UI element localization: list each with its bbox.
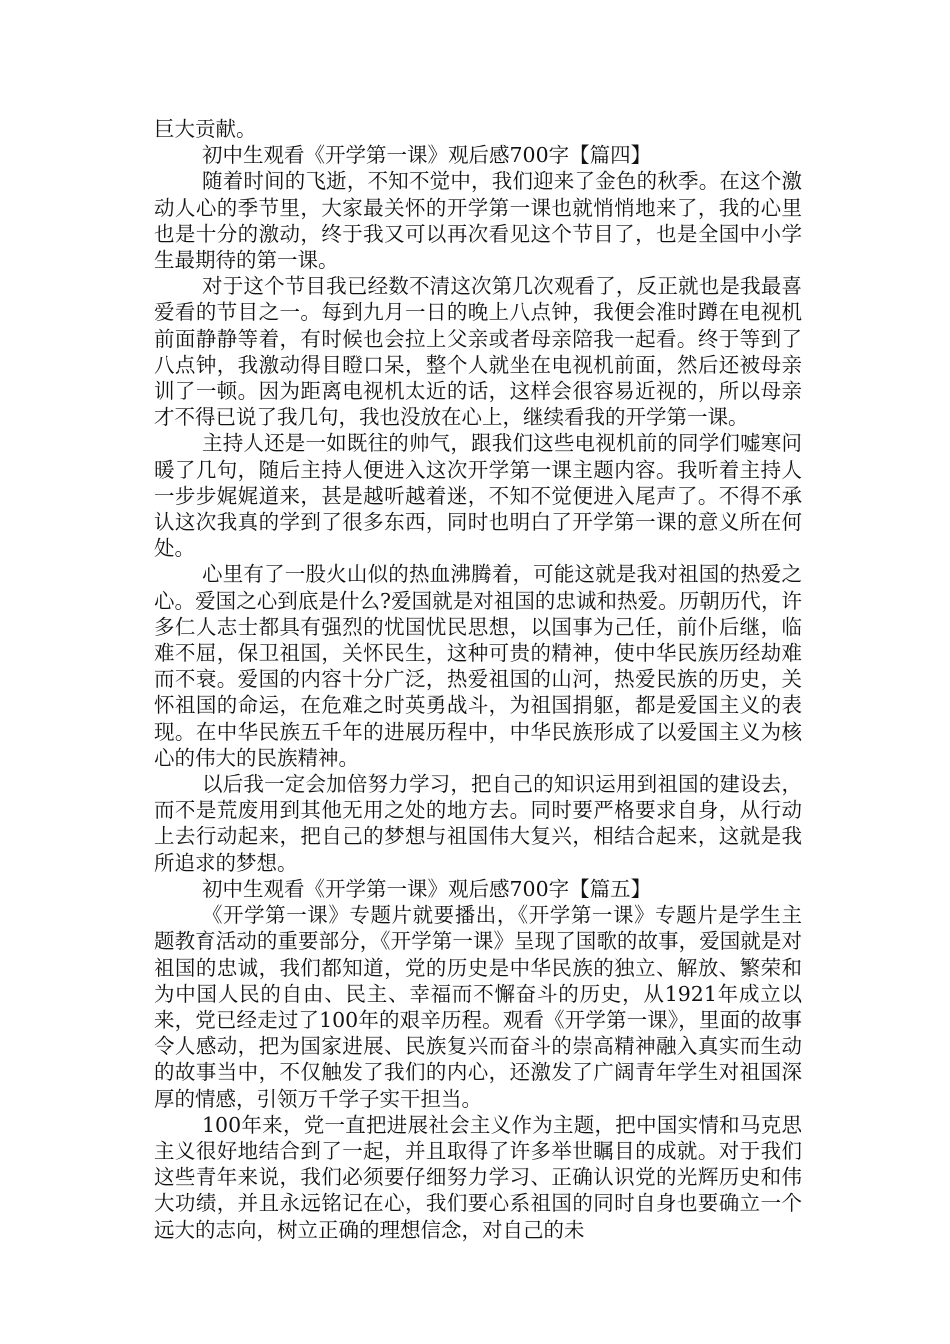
paragraph-continuation: 巨大贡献。 bbox=[154, 117, 257, 141]
paragraph: 以后我一定会加倍努力学习，把自己的知识运用到祖国的建设去，而不是荒废用到其他无用之处的地方去。同时要严格要求自身，从行动上去行动起来，把自己的梦想与祖国伟大复兴，相结合起来，这就是我所追求的梦想。 bbox=[154, 772, 802, 875]
paragraph: 《开学第一课》专题片就要播出，《开学第一课》专题片是学生主题教育活动的重要部分，《开学第一课》呈现了国歌的故事，爱国就是对祖国的忠诚，我们都知道，党的历史是中华民族的独立、解放、繁荣和为中国人民的自由、民主、幸福而不懈奋斗的历史，从1921年成立以来，党已经走过了100年的艰辛历程。观看《开学第一课》，里面的故事令人感动，把为国家进展、民族复兴而奋斗的崇高精神融入真实而生动的故事当中，不仅触发了我们的内心，还激发了广阔青年学生对祖国深厚的情感，引领万千学子实干担当。 bbox=[154, 903, 802, 1111]
paragraph: 主持人还是一如既往的帅气，跟我们这些电视机前的同学们嘘寒问暖了几句，随后主持人便进入这次开学第一课主题内容。我听着主持人一步步娓娓道来，甚是越听越着迷，不知不觉便进入尾声了。不得不承认这次我真的学到了很多东西，同时也明白了开学第一课的意义所在何处。 bbox=[154, 431, 802, 561]
paragraph: 100年来，党一直把进展社会主义作为主题，把中国实情和马克思主义很好地结合到了一起，并且取得了许多举世瞩目的成就。对于我们这些青年来说，我们必须要仔细努力学习、正确认识党的光辉历史和伟大功绩，并且永远铭记在心，我们要心系祖国的同时自身也要确立一个远大的志向，树立正确的理想信念，对自己的未 bbox=[154, 1112, 802, 1242]
document-body bbox=[154, 116, 802, 1243]
paragraph: 对于这个节目我已经数不清这次第几次观看了，反正就也是我最喜爱看的节目之一。每到九月一日的晚上八点钟，我便会准时蹲在电视机前面静静等着，有时候也会拉上父亲或者母亲陪我一起看。终于等到了八点钟，我激动得目瞪口呆，整个人就坐在电视机前面，然后还被母亲训了一顿。因为距离电视机太近的话，这样会很容易近视的，所以母亲才不得已说了我几句，我也没放在心上，继续看我的开学第一课。 bbox=[154, 274, 802, 430]
section-heading-part-four: 初中生观看《开学第一课》观后感700字【篇四】 bbox=[202, 143, 652, 168]
paragraph: 心里有了一股火山似的热血沸腾着，可能这就是我对祖国的热爱之心。爱国之心到底是什么?爱国就是对祖国的忠诚和热爱。历朝历代，许多仁人志士都具有强烈的忧国忧民思想，以国事为己任，前仆后继，临难不屈，保卫祖国，关怀民生，这种可贵的精神，使中华民族历经劫难而不衰。爱国的内容十分广泛，热爱祖国的山河，热爱民族的历史，关怀祖国的命运，在危难之时英勇战斗，为祖国捐躯，都是爱国主义的表现。在中华民族五千年的进展历程中，中华民族形成了以爱国主义为核心的伟大的民族精神。 bbox=[154, 562, 802, 770]
section-heading-part-five: 初中生观看《开学第一课》观后感700字【篇五】 bbox=[202, 876, 652, 901]
paragraph: 随着时间的飞逝，不知不觉中，我们迎来了金色的秋季。在这个激动人心的季节里，大家最关怀的开学第一课也就悄悄地来了，我的心里也是十分的激动，终于我又可以再次看见这个节目了，也是全国中小学生最期待的第一课。 bbox=[154, 169, 802, 273]
